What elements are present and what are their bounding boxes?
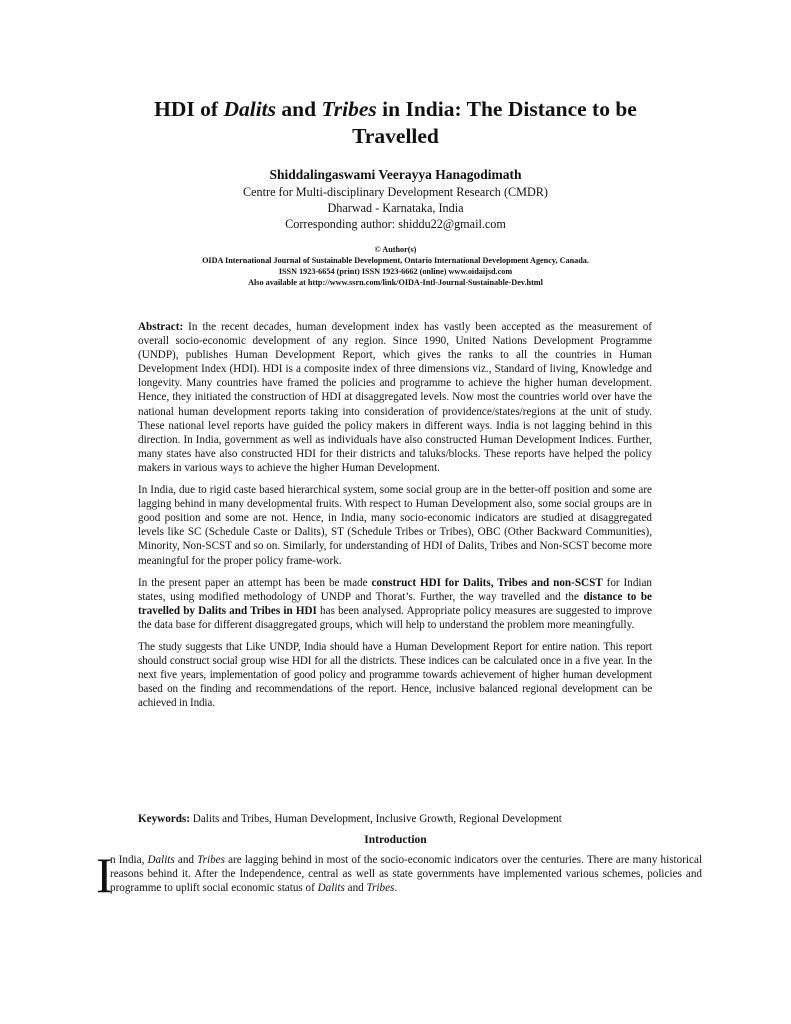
abstract-paragraph-1: Abstract: In the recent decades, human development index has vastly been accepted as the measurement of overall socio-economic development of any region. Since 1990, United Nations Development Programme (UNDP), publishes Human Development Report, which gives the ranks to all the countries in Human Development Index (HDI). HDI is a composite index of three dimensions viz., Standard of living, Knowledge and longevity. Many countries have framed the policies and programme to achieve the higher human development. Hence, they initiated the construction of HDI at disaggregated levels. Now most the countries world over have the national human development reports taking into consideration of providence/states/regions at the unit of study. These national level reports have guided the policy makers in different ways. India is not lagging behind in this direction. In India, government as well as individuals have also constructed Human Development Indices. Further, many states have also constructed HDI for their districts and taluks/blocks. These reports have helped the policy makers in various ways to achieve the higher Human Development. bbox=[138, 321, 652, 474]
copyright-line: © Author(s) bbox=[374, 245, 417, 254]
publication-info bbox=[100, 244, 691, 288]
paper-title: HDI of Dalits and Tribes in India: The Distance to be Travelled bbox=[154, 97, 637, 148]
affiliation: Centre for Multi-disciplinary Development Research (CMDR) bbox=[243, 185, 548, 199]
keywords bbox=[138, 812, 652, 826]
abstract-paragraph-3: In the present paper an attempt has been be made construct HDI for Dalits, Tribes and non-SCST for Indian states, using modified methodology of UNDP and Thorat’s. Further, the way travelled and the distance to be travelled by Dalits and Tribes in HDI has been analysed. Appropriate policy measures are suggested to improve the data base for different disaggregated groups, which will help to understand the problem more meaningfully. bbox=[138, 576, 652, 631]
corresponding-author: Corresponding author: shiddu22@gmail.com bbox=[285, 217, 506, 231]
issn-line: ISSN 1923-6654 (print) ISSN 1923-6662 (online) www.oidaijsd.com bbox=[278, 267, 513, 276]
section-heading-introduction: Introduction bbox=[364, 834, 427, 846]
abstract-label: Abstract: bbox=[138, 321, 184, 333]
author-block bbox=[120, 165, 671, 232]
keywords-label: Keywords: bbox=[138, 813, 190, 825]
location: Dharwad - Karnataka, India bbox=[327, 201, 464, 215]
journal-line: OIDA International Journal of Sustainable Development, Ontario International Development Agency, Canada. bbox=[202, 256, 589, 265]
abstract bbox=[138, 320, 652, 718]
availability-line: Also available at http://www.ssrn.com/link/OIDA-Intl-Journal-Sustainable-Dev.html bbox=[248, 278, 543, 287]
keywords-text: Dalits and Tribes, Human Development, Inclusive Growth, Regional Development bbox=[189, 813, 562, 825]
drop-cap: I bbox=[96, 847, 113, 903]
abstract-paragraph-4: The study suggests that Like UNDP, India should have a Human Development Report for entire nation. This report should construct social group wise HDI for all the districts. These indices can be calculated once in a five year. In the next five years, implementation of good policy and programme towards achievement of higher human development based on the finding and recommendations of the report. Hence, inclusive balanced regional development can be achieved in India. bbox=[138, 640, 652, 710]
abstract-paragraph-2: In India, due to rigid caste based hierarchical system, some social group are in the better-off position and some are lagging behind in many developmental fruits. With respect to Human Development also, some social groups are in good position and some are not. Hence, in India, many socio-economic indicators are studied at disaggregated levels like SC (Schedule Caste or Dalits), ST (Schedule Tribes or Tribes), OBC (Other Backward Communities), Minority, Non-SCST and so on. Similarly, for understanding of HDI of Dalits, Tribes and Non-SCST become more meaningful for the proper policy frame-work. bbox=[138, 484, 652, 567]
introduction-body bbox=[96, 847, 702, 903]
introduction-paragraph: n India, Dalits and Tribes are lagging behind in most of the socio-economic indicators over the centuries. There are many historical reasons behind it. After the Independence, central as well as state governments have implemented various schemes, policies and programme to uplift social economic status of Dalits and Tribes. bbox=[110, 854, 702, 895]
author-name: Shiddalingaswami Veerayya Hanagodimath bbox=[269, 167, 522, 182]
